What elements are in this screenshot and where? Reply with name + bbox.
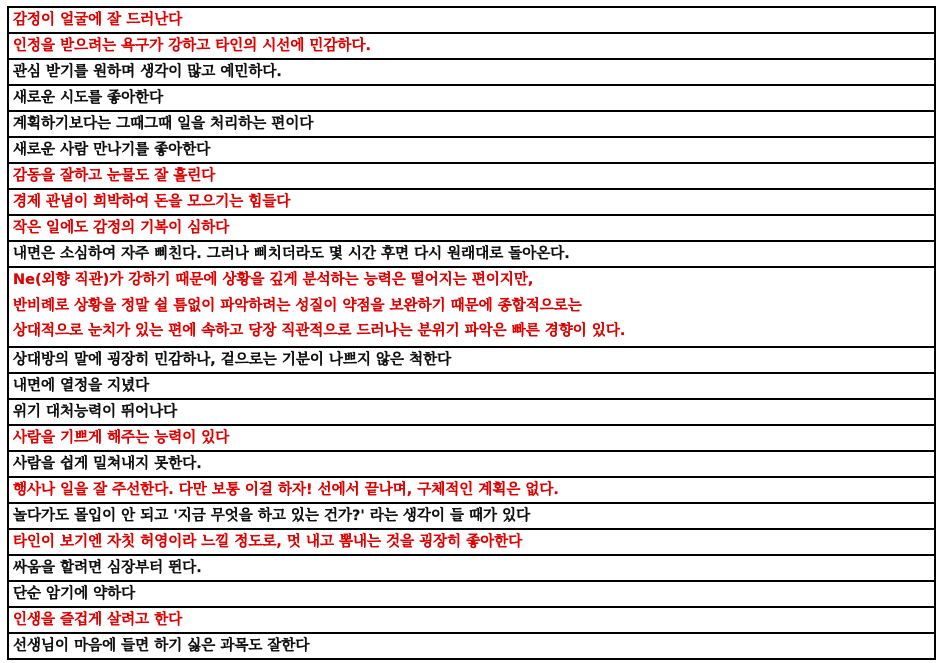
table-row-multiline [9,268,934,348]
row-line: Ne(외향 직관)가 강하기 때문에 상황을 깊게 분석하는 능력은 떨어지는 편이지만, [13,272,534,288]
table-row: 감정이 얼굴에 잘 드러난다 [9,8,934,34]
table-row: 계획하기보다는 그때그때 일을 처리하는 편이다 [9,112,934,138]
table-row: 인생을 즐겁게 살려고 한다 [9,608,934,634]
table-row: 행사나 일을 잘 주선한다. 다만 보통 이걸 하자! 선에서 끝나며, 구체적인 계획은 없다. [9,478,934,504]
table-row: 감동을 잘하고 눈물도 잘 흘린다 [9,164,934,190]
table-row: 작은 일에도 감정의 기복이 심하다 [9,216,934,242]
table-row: 인정을 받으려는 욕구가 강하고 타인의 시선에 민감하다. [9,34,934,60]
table-row: 경제 관념이 희박하여 돈을 모으기는 힘들다 [9,190,934,216]
table-row: 선생님이 마음에 들면 하기 싫은 과목도 잘한다 [9,634,934,660]
table-row: 새로운 시도를 좋아한다 [9,86,934,112]
table-row: 타인이 보기엔 자칫 허영이라 느낄 정도로, 멋 내고 뽐내는 것을 굉장히 좋아한다 [9,530,934,556]
trait-table [7,6,936,660]
table-row: 내면은 소심하여 자주 삐친다. 그러나 삐치더라도 몇 시간 후면 다시 원래대로 돌아온다. [9,242,934,268]
table-row: 놀다가도 몰입이 안 되고 '지금 무엇을 하고 있는 건가?' 라는 생각이 들 때가 있다 [9,504,934,530]
table-row: 사람을 기쁘게 해주는 능력이 있다 [9,426,934,452]
table-row: 위기 대처능력이 뛰어나다 [9,400,934,426]
table-row: 싸움을 할려면 심장부터 뛴다. [9,556,934,582]
row-line: 반비례로 상황을 정말 쉴 틈없이 파악하려는 성질이 약점을 보완하기 때문에 종합적으로는 [13,297,582,314]
table-row: 관심 받기를 원하며 생각이 많고 예민하다. [9,60,934,86]
table-row: 상대방의 말에 굉장히 민감하나, 겉으로는 기분이 나쁘지 않은 척한다 [9,348,934,374]
table-row: 내면에 열정을 지녔다 [9,374,934,400]
table-row: 사람을 쉽게 밀쳐내지 못한다. [9,452,934,478]
table-row: 단순 암기에 약하다 [9,582,934,608]
table-row: 새로운 사람 만나기를 좋아한다 [9,138,934,164]
row-line: 상대적으로 눈치가 있는 편에 속하고 당장 직관적으로 드러나는 분위기 파악은 빠른 경향이 있다. [13,323,626,339]
